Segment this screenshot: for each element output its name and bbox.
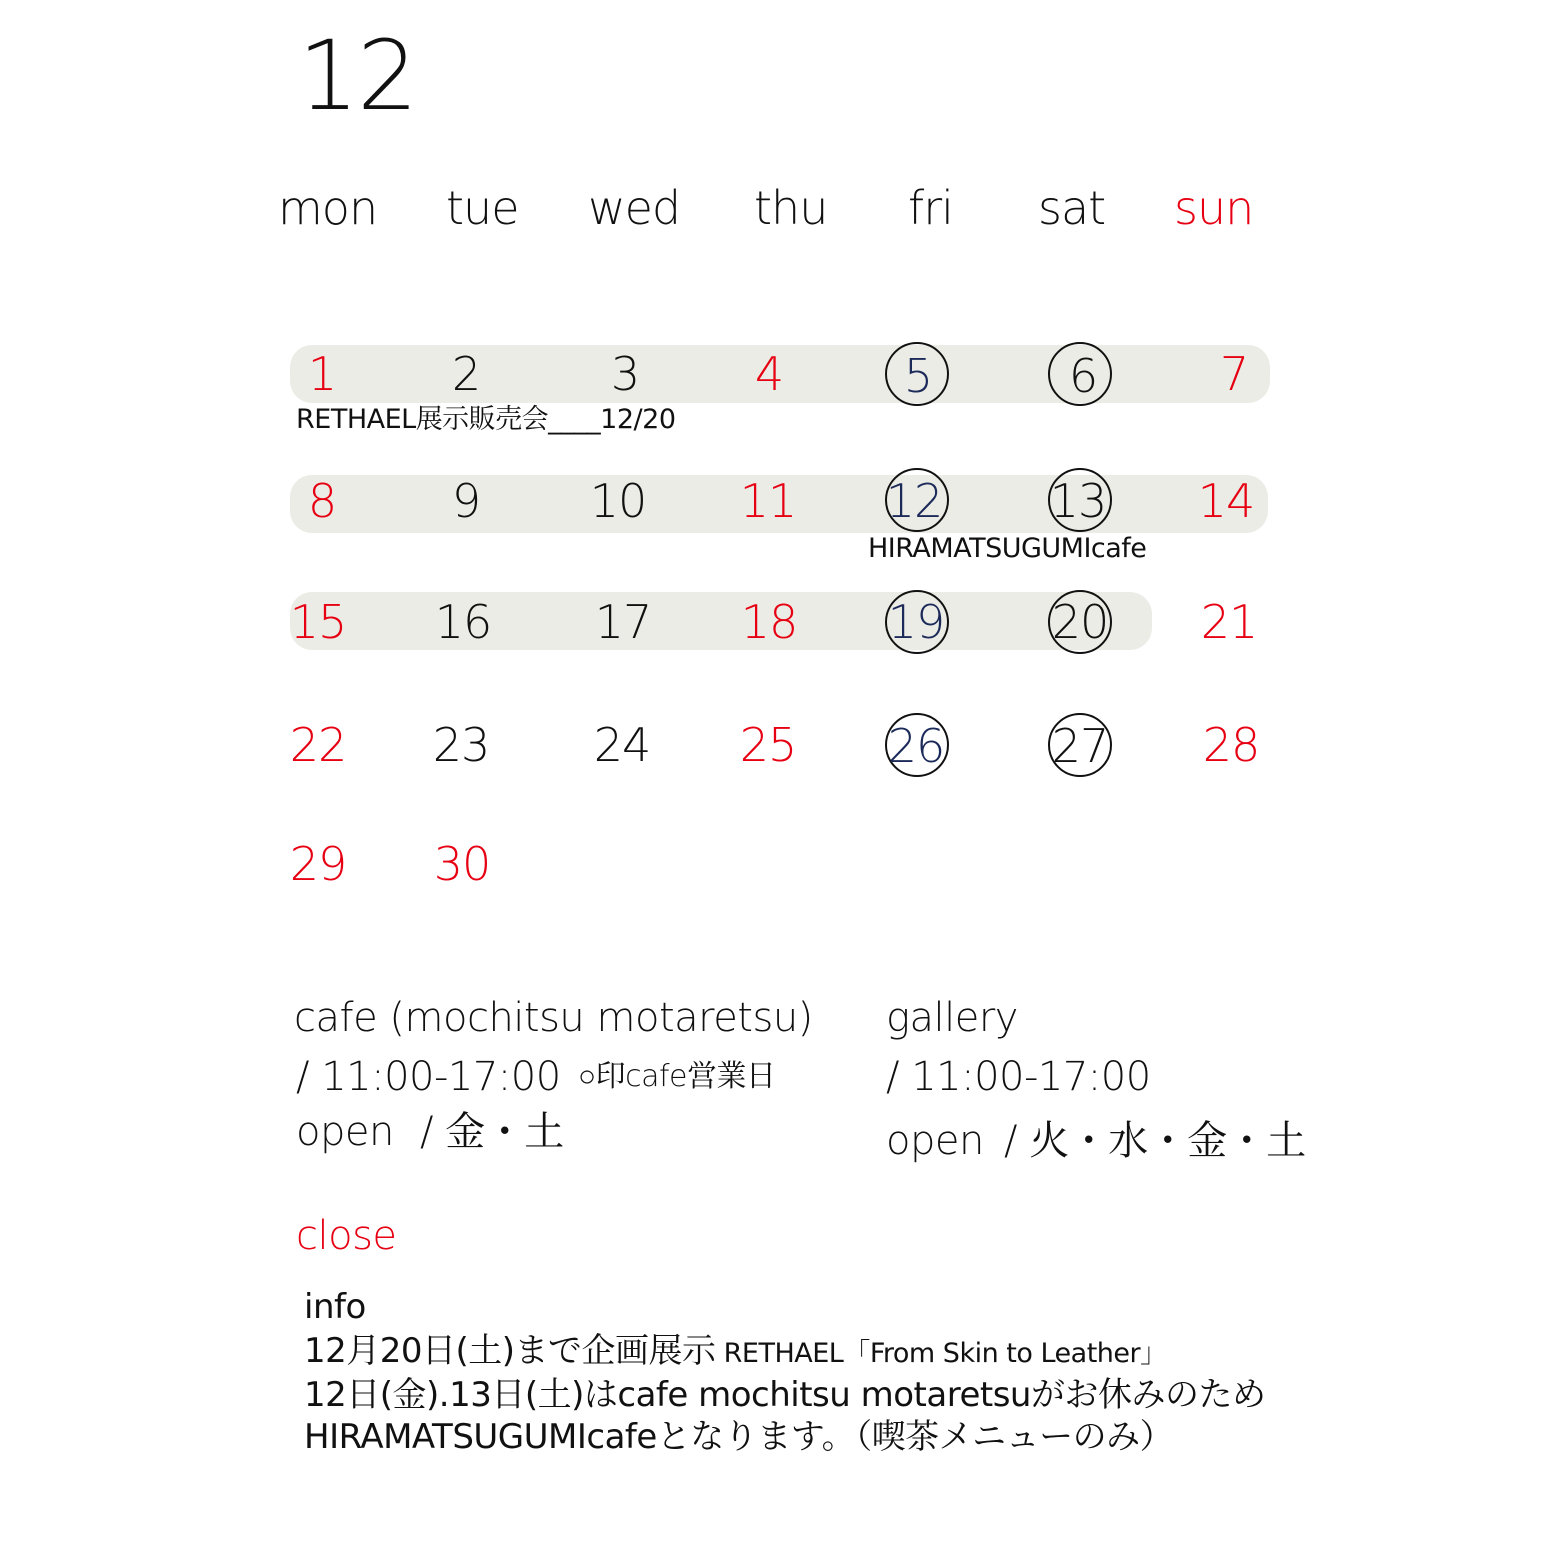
info-line-3: HIRAMATSUGUMIcafeとなります。（喫茶メニューのみ） [304,1417,1174,1457]
day-9: 9 [451,474,481,528]
weekday-thu: thu [754,181,828,235]
day-1: 1 [307,347,337,401]
weekday-sat: sat [1038,181,1106,235]
day-14: 14 [1197,474,1255,528]
info-line-1 [304,1331,1167,1371]
day-16: 16 [434,595,492,649]
cafe-hours: / 11:00-17:00 [296,1054,561,1100]
day-21: 21 [1200,595,1258,649]
day-19: 19 [887,595,945,649]
info-title: info [304,1287,366,1327]
hiramatsugumi-cafe-note: HIRAMATSUGUMIcafe [868,533,1147,564]
day-29: 29 [289,837,347,891]
cafe-mark-note: ○印cafe営業日 [578,1059,776,1094]
cafe-open-days: / 金・土 [420,1109,564,1155]
day-7: 7 [1219,347,1249,401]
day-3: 3 [610,347,640,401]
exhibition-band-week3 [290,592,1152,650]
info-line-1-exhibition: RETHAEL「From Skin to Leather」 [715,1338,1167,1369]
day-22: 22 [289,718,347,772]
day-27: 27 [1051,719,1109,773]
day-24: 24 [593,718,651,772]
day-15: 15 [289,595,347,649]
day-11: 11 [739,474,797,528]
weekday-wed: wed [588,181,681,235]
day-13: 13 [1049,474,1107,528]
day-18: 18 [740,595,798,649]
weekday-sun: sun [1174,181,1254,235]
day-26: 26 [887,719,945,773]
day-12: 12 [885,474,943,528]
month-title: 12 [298,20,417,132]
day-30: 30 [433,837,491,891]
day-20: 20 [1051,595,1109,649]
day-8: 8 [307,474,337,528]
close-legend: close [296,1213,397,1259]
cafe-title: cafe (mochitsu motaretsu) [294,995,813,1041]
gallery-open-label: open [886,1118,984,1164]
day-10: 10 [589,474,647,528]
day-25: 25 [739,718,797,772]
day-2: 2 [451,347,481,401]
info-line-2: 12日(金).13日(土)はcafe mochitsu motaretsuがお休みのため [304,1375,1266,1415]
gallery-title: gallery [886,995,1018,1041]
day-6: 6 [1068,349,1098,403]
day-5: 5 [903,349,933,403]
day-28: 28 [1202,718,1260,772]
weekday-mon: mon [278,181,378,235]
cafe-open-label: open [296,1109,394,1155]
day-17: 17 [594,595,652,649]
info-line-1-main: 12月20日(土)まで企画展示 [304,1331,716,1371]
gallery-hours: / 11:00-17:00 [886,1054,1151,1100]
weekday-tue: tue [446,181,519,235]
gallery-open-days: / 火・水・金・土 [1004,1118,1306,1164]
rethael-exhibition-note: RETHAEL展示販売会____12/20 [296,404,676,435]
day-23: 23 [432,718,490,772]
day-4: 4 [754,347,784,401]
weekday-fri: fri [908,181,953,235]
